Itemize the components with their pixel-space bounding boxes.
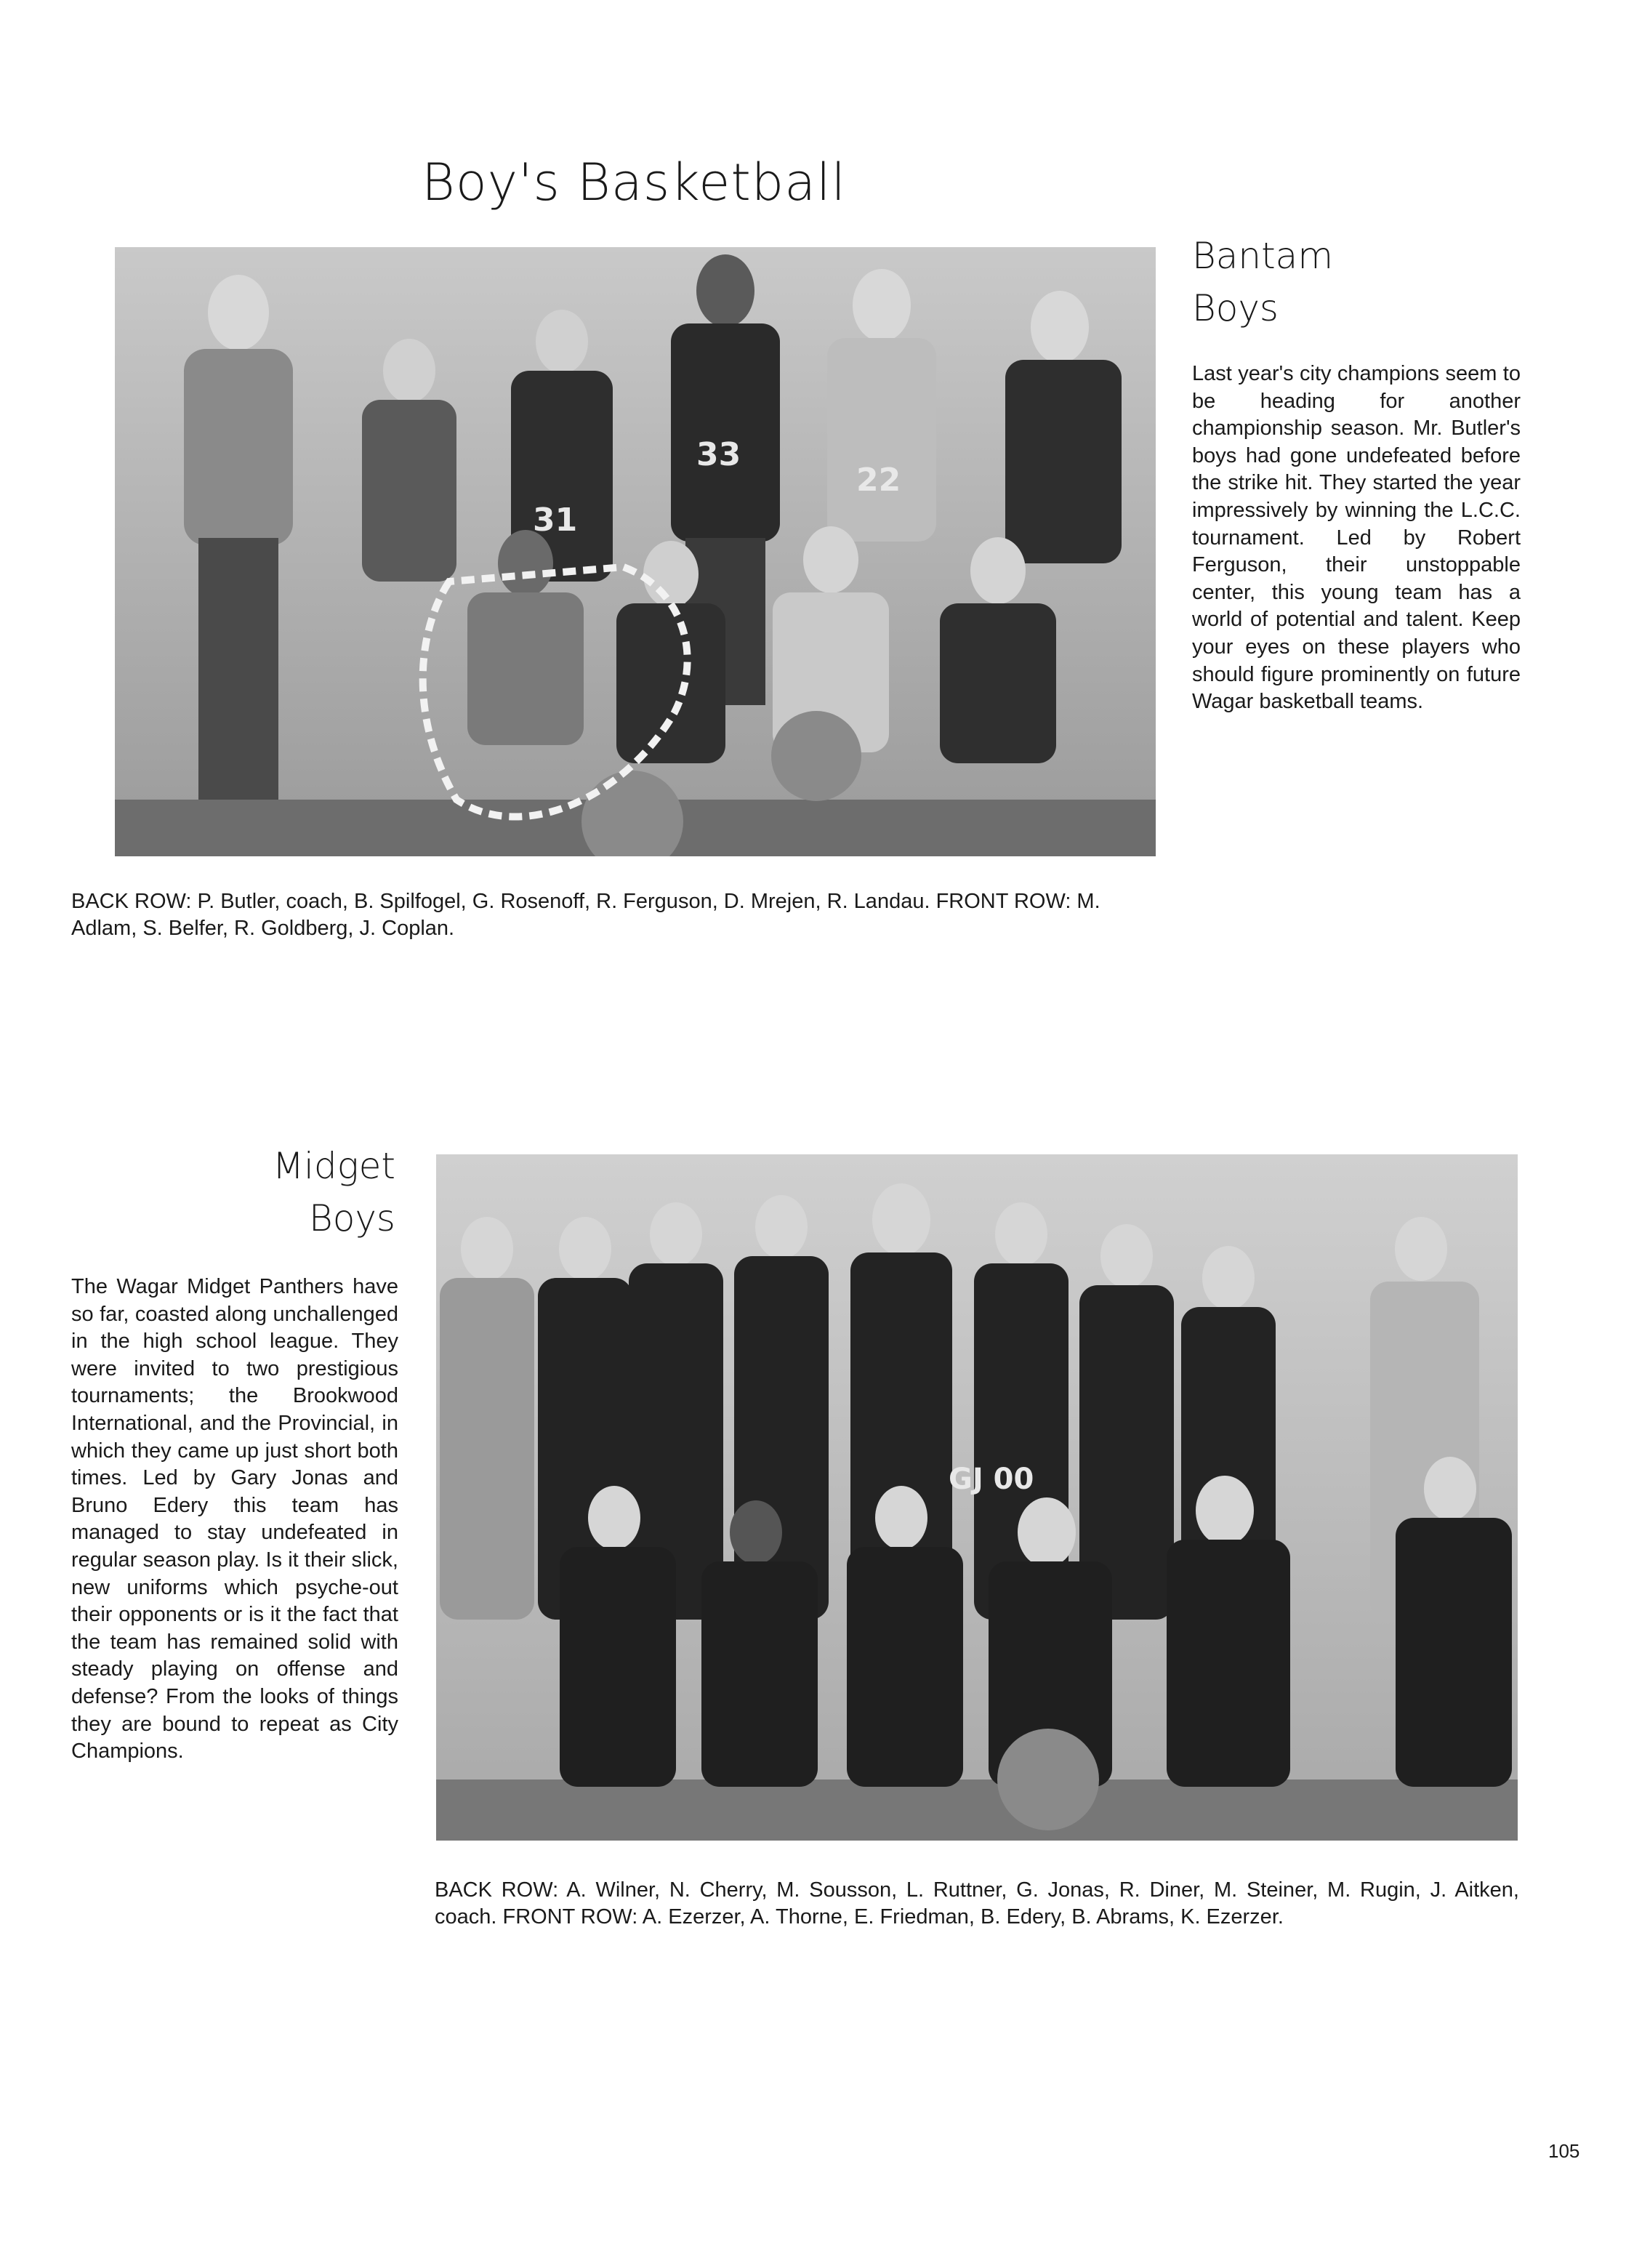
jersey-number-22: 22 — [856, 462, 901, 499]
midget-team-photo — [436, 1154, 1518, 1841]
bantam-heading-line2: Boys — [1192, 287, 1279, 329]
bantam-team-photo — [115, 247, 1156, 856]
midget-heading-line1: Midget — [272, 1145, 395, 1187]
midget-heading — [247, 1140, 395, 1244]
midget-jersey-text: GJ 00 — [949, 1463, 1034, 1496]
midget-heading-line2: Boys — [309, 1197, 395, 1239]
jersey-number-33: 33 — [696, 436, 741, 473]
midget-caption: BACK ROW: A. Wilner, N. Cherry, M. Sousson, L. Ruttner, G. Jonas, R. Diner, M. Steiner, M. Rugin, J. Aitken, coach. FRONT ROW: A. Ezerzer, A. Thorne, E. Friedman, B. Edery, B. Abrams, K. Ezerzer. — [435, 1878, 1519, 1929]
midget-description: The Wagar Midget Panthers have so far, coasted along unchallenged in the high school league. They were invited to two prestigious tournaments; the Brookwood International, and the Provincial, in which they came up just short both times. Led by Gary Jonas and Bruno Edery this team has managed to stay undefeated in regular season play. Is it their slick, new uniforms which psyche-out their opponents or is it the fact that the team has remained solid with steady playing on offense and defense? From the looks of things they are bound to repeat as City Champions. — [71, 1275, 398, 1764]
bantam-description: Last year's city champions seem to be heading for another championship season. Mr. Butler's boys had gone undefeated before the strike hit. They started the year impressively by winning the L.C.C. tournament. Led by Robert Ferguson, their unstoppable center, this young team has a world of potential and talent. Keep your eyes on these players who should figure prominently on future Wagar basketball teams. — [1192, 362, 1521, 714]
bantam-caption: BACK ROW: P. Butler, coach, B. Spilfogel, G. Rosenoff, R. Ferguson, D. Mrejen, R. Landau. FRONT ROW: M. Adlam, S. Belfer, R. Goldberg, J. Coplan. — [71, 890, 1100, 940]
bantam-heading — [1192, 230, 1333, 334]
page-number: 105 — [1548, 2140, 1580, 2162]
bantam-heading-line1: Bantam — [1192, 235, 1334, 277]
jersey-number-31: 31 — [533, 502, 578, 539]
page-title: Boy's Basketball — [422, 153, 847, 212]
